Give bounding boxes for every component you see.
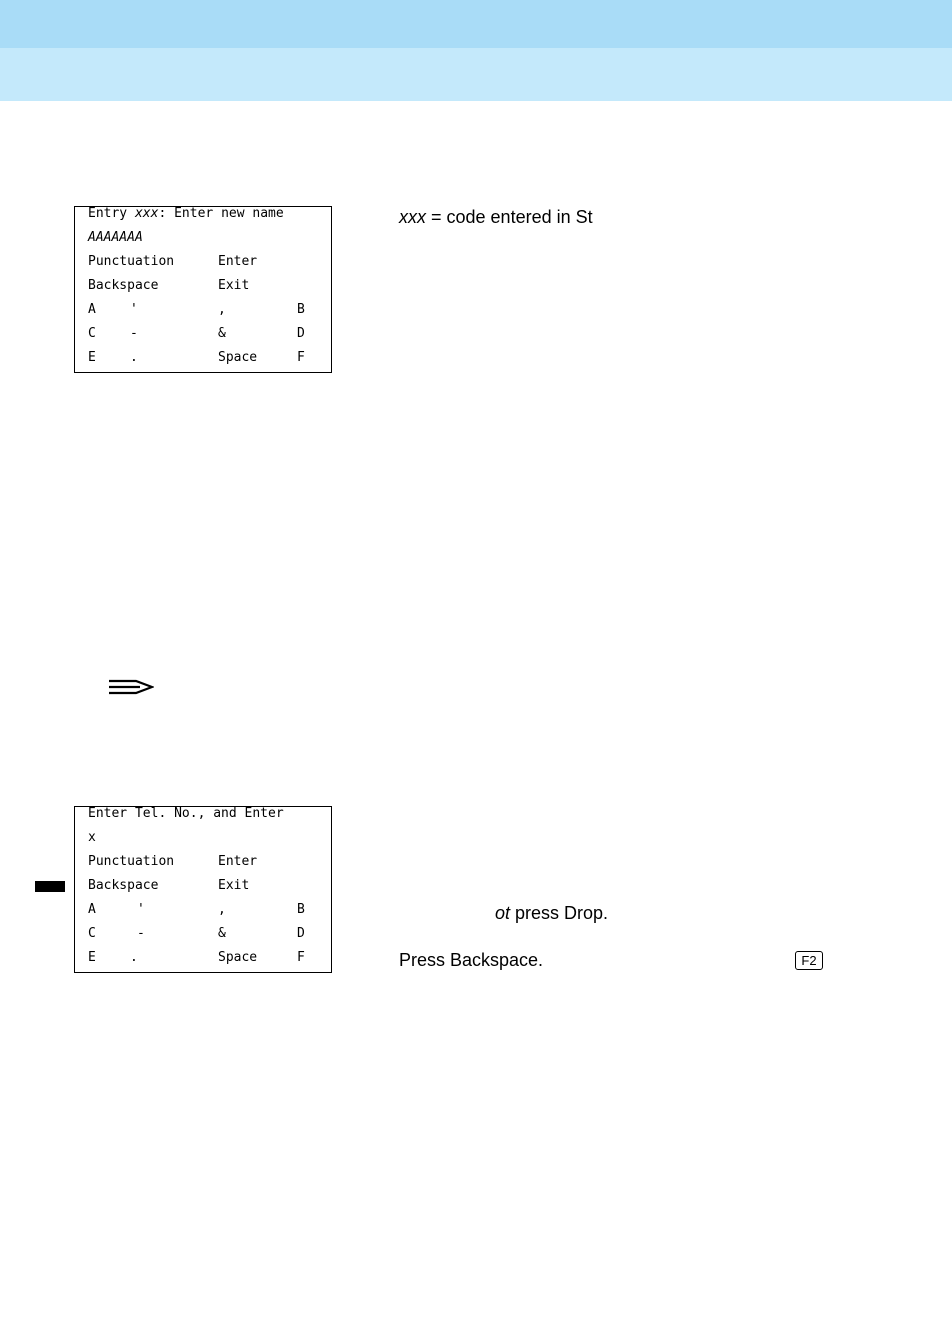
char-option-hyphen[interactable]: - bbox=[130, 326, 138, 341]
exit-option[interactable]: Exit bbox=[218, 278, 250, 293]
header-band-bottom bbox=[0, 48, 952, 101]
code-note bbox=[399, 205, 593, 229]
enter-option[interactable]: Enter bbox=[218, 854, 258, 869]
char-option-b[interactable]: B bbox=[297, 302, 305, 317]
char-option-apostrophe[interactable]: ' bbox=[130, 302, 138, 317]
screen-line-1 bbox=[88, 204, 284, 224]
display-screen-tel-number bbox=[74, 806, 332, 973]
space-option[interactable]: Space bbox=[218, 350, 258, 365]
screen-line-1: Enter Tel. No., and Enter bbox=[88, 806, 284, 821]
char-option-period[interactable]: . bbox=[130, 950, 138, 965]
char-option-f[interactable]: F bbox=[297, 350, 305, 365]
drop-instruction bbox=[495, 901, 608, 925]
drop-italic: ot bbox=[495, 903, 511, 923]
drop-text: press Drop. bbox=[510, 903, 609, 923]
char-option-period[interactable]: . bbox=[130, 350, 138, 365]
char-option-hyphen[interactable]: - bbox=[137, 926, 145, 941]
note-text: = code entered in St bbox=[426, 207, 593, 227]
note-var: xxx bbox=[399, 207, 426, 227]
line-var: xxx bbox=[134, 206, 159, 221]
char-option-c[interactable]: C bbox=[88, 926, 96, 941]
exit-option[interactable]: Exit bbox=[218, 878, 250, 893]
char-option-e[interactable]: E bbox=[88, 950, 96, 965]
char-option-c[interactable]: C bbox=[88, 326, 96, 341]
line-prefix: Entry bbox=[88, 206, 135, 221]
note-arrow-icon bbox=[108, 676, 154, 698]
screen-line-2: x bbox=[88, 830, 96, 845]
char-option-f[interactable]: F bbox=[297, 950, 305, 965]
margin-tab-marker bbox=[35, 881, 65, 892]
backspace-option[interactable]: Backspace bbox=[88, 278, 159, 293]
space-option[interactable]: Space bbox=[218, 950, 258, 965]
char-option-d[interactable]: D bbox=[297, 926, 305, 941]
char-option-e[interactable]: E bbox=[88, 350, 96, 365]
line-suffix: : Enter new name bbox=[158, 206, 284, 221]
header-band-top bbox=[0, 0, 952, 48]
char-option-b[interactable]: B bbox=[297, 902, 305, 917]
char-option-a[interactable]: A bbox=[88, 302, 96, 317]
char-option-apostrophe[interactable]: ' bbox=[137, 902, 145, 917]
backspace-option[interactable]: Backspace bbox=[88, 878, 159, 893]
punctuation-option[interactable]: Punctuation bbox=[88, 254, 175, 269]
punctuation-option[interactable]: Punctuation bbox=[88, 854, 175, 869]
enter-option[interactable]: Enter bbox=[218, 254, 258, 269]
char-option-ampersand[interactable]: & bbox=[218, 926, 226, 941]
char-option-ampersand[interactable]: & bbox=[218, 326, 226, 341]
screen-line-2: AAAAAAA bbox=[88, 230, 143, 245]
char-option-a[interactable]: A bbox=[88, 902, 96, 917]
char-option-comma[interactable]: , bbox=[218, 902, 226, 917]
display-screen-entry-name bbox=[74, 206, 332, 373]
char-option-comma[interactable]: , bbox=[218, 302, 226, 317]
char-option-d[interactable]: D bbox=[297, 326, 305, 341]
f2-key-icon: F2 bbox=[795, 951, 823, 970]
backspace-instruction: Press Backspace. bbox=[399, 950, 544, 970]
